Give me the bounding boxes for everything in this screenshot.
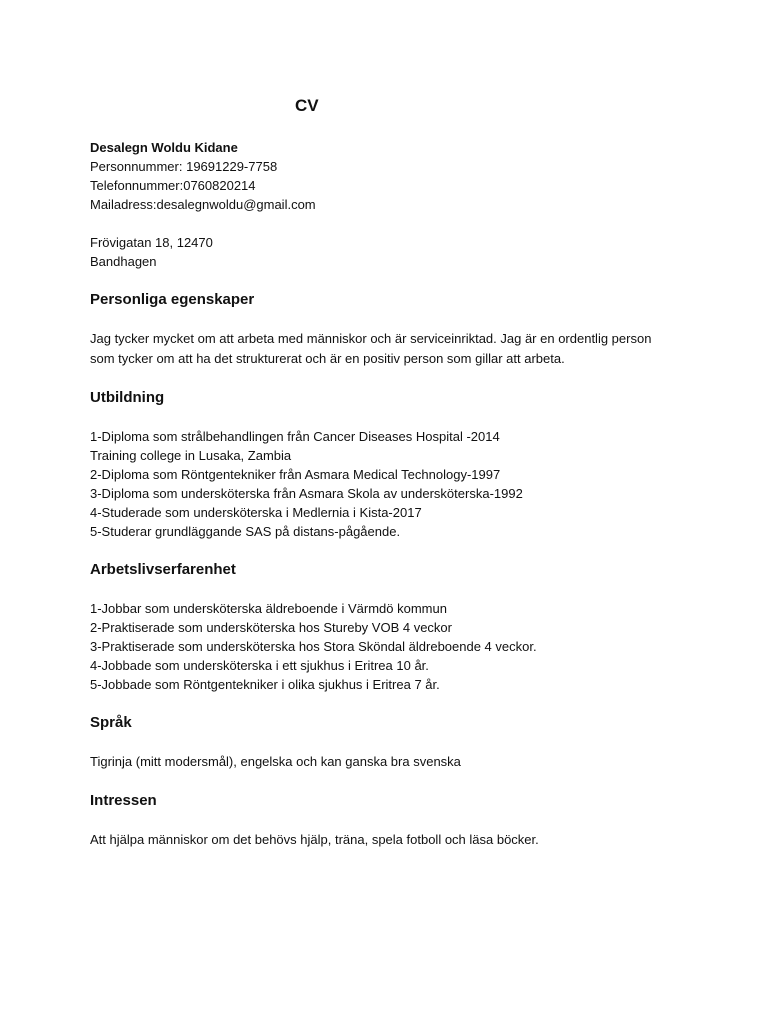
sprak-text: Tigrinja (mitt modersmål), engelska och kan ganska bra svenska (90, 754, 461, 769)
list-item: 2-Diploma som Röntgentekniker från Asmara Medical Technology-1997 (90, 467, 501, 482)
email-address: Mailadress:desalegnwoldu@gmail.com (90, 197, 316, 212)
section-heading-intressen: Intressen (90, 792, 157, 809)
list-item: Training college in Lusaka, Zambia (90, 448, 292, 463)
section-intressen (90, 791, 690, 850)
utbildning-list (90, 427, 690, 541)
person-name: Desalegn Woldu Kidane (90, 140, 238, 155)
personnummer: Personnummer: 19691229-7758 (90, 159, 278, 174)
contact-block (90, 138, 690, 271)
list-item: 5-Studerar grundläggande SAS på distans-pågående. (90, 524, 401, 539)
document-content (90, 94, 690, 869)
section-heading-egenskaper: Personliga egenskaper (90, 291, 255, 308)
section-heading-utbildning: Utbildning (90, 389, 165, 406)
list-item: 4-Jobbade som undersköterska i ett sjukhus i Eritrea 10 år. (90, 658, 429, 673)
list-item: 3-Diploma som undersköterska från Asmara Skola av undersköterska-1992 (90, 486, 523, 501)
section-egenskaper (90, 290, 690, 369)
section-heading-sprak: Språk (90, 714, 132, 731)
list-item: 4-Studerade som undersköterska i Medlernia i Kista-2017 (90, 505, 422, 520)
street-address: Frövigatan 18, 12470 (90, 235, 213, 250)
arbetsliv-list (90, 599, 690, 694)
intressen-text: Att hjälpa människor om det behövs hjälp, träna, spela fotboll och läsa böcker. (90, 832, 539, 847)
spacer (90, 214, 690, 233)
document-title: CV (295, 96, 319, 115)
spacer (90, 271, 690, 290)
list-item: 1-Diploma som strålbehandlingen från Cancer Diseases Hospital -2014 (90, 429, 500, 444)
section-utbildning (90, 388, 690, 541)
phone-number: Telefonnummer:0760820214 (90, 178, 256, 193)
list-item: 3-Praktiserade som undersköterska hos Stora Sköndal äldreboende 4 veckor. (90, 639, 537, 654)
section-heading-arbetsliv: Arbetslivserfarenhet (90, 561, 236, 578)
city: Bandhagen (90, 254, 157, 269)
egenskaper-text: Jag tycker mycket om att arbeta med människor och är serviceinriktad. Jag är en ordentlig person som tycker om att ha det strukturerat och är en positiv person som gillar att arbeta. (90, 331, 652, 366)
section-arbetsliv (90, 560, 690, 694)
list-item: 5-Jobbade som Röntgentekniker i olika sjukhus i Eritrea 7 år. (90, 677, 440, 692)
list-item: 2-Praktiserade som undersköterska hos Stureby VOB 4 veckor (90, 620, 452, 635)
section-sprak (90, 713, 690, 772)
list-item: 1-Jobbar som undersköterska äldreboende i Värmdö kommun (90, 601, 447, 616)
